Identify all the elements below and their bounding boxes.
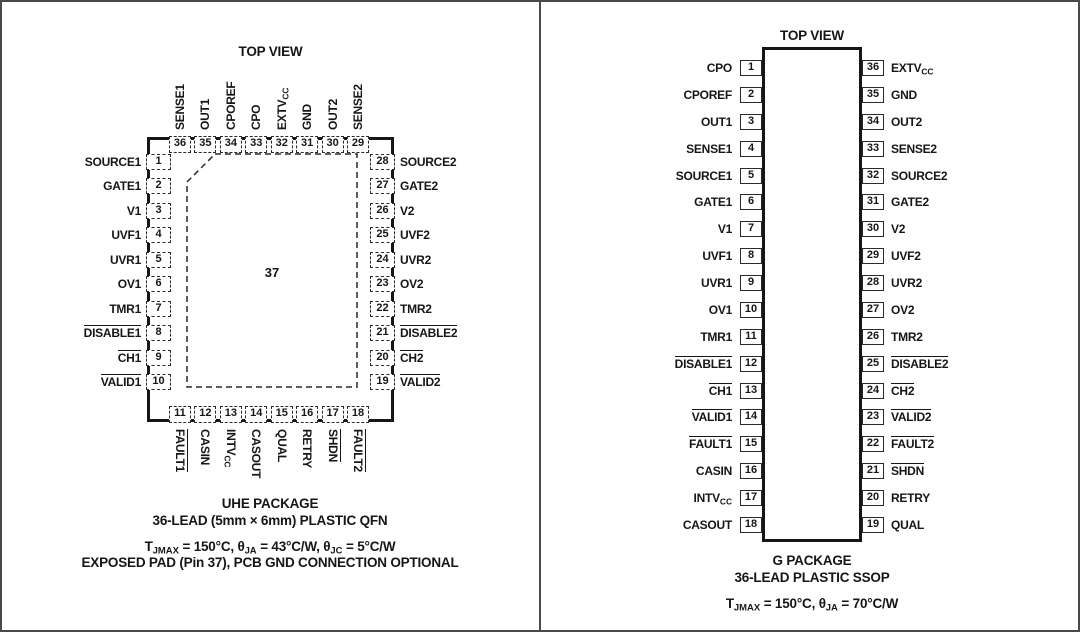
ssop-pin-16-label [582, 463, 732, 479]
pin-label-text: SENSE1 [686, 141, 732, 156]
pin-label-text: CH1 [117, 350, 141, 365]
pin-label-text: CPOREF [683, 87, 732, 102]
qfn-pin-19-label [400, 374, 510, 390]
qfn-pin-18-label [350, 429, 366, 509]
qfn-pin-28-label [400, 154, 510, 170]
qfn-pin-3-label [41, 203, 141, 219]
qfn-pin-26-label [400, 203, 510, 219]
ssop-package-name: G PACKAGE [772, 553, 852, 568]
qfn-pin-5-box: 5 [146, 252, 171, 268]
pin-label-text: TMR1 [700, 329, 732, 344]
ssop-pin-3-box: 3 [740, 114, 762, 130]
qfn-pin-10-label [41, 374, 141, 390]
qfn-pin-20-box: 20 [370, 350, 395, 366]
pin-label-text: FAULT2 [891, 437, 934, 452]
pin-label-text: UVF1 [702, 249, 732, 264]
pin-label-text: OUT2 [891, 114, 923, 129]
ssop-pin-6-box: 6 [740, 194, 762, 210]
pin-label-text: CH1 [708, 383, 732, 398]
pin-label-text: $INTV_{CC}$ [693, 491, 732, 507]
qfn-pin-19-box: 19 [370, 374, 395, 390]
qfn-pin-12-box: 12 [194, 406, 216, 423]
pin-label-text: SENSE2 [351, 84, 365, 130]
qfn-pin-4-label [41, 227, 141, 243]
pin-label-text: UVR2 [891, 276, 923, 291]
ssop-pin-36-label [891, 60, 1041, 76]
pin-label-text: TMR2 [891, 329, 923, 344]
qfn-pin-14-label [248, 429, 264, 509]
ssop-package-body [762, 47, 862, 542]
qfn-pin-35-box: 35 [194, 136, 216, 153]
pin-label-text: UVF2 [400, 228, 430, 243]
ssop-pin-4-label [582, 141, 732, 157]
qfn-top-view-label: TOP VIEW [238, 44, 303, 59]
qfn-pin-24-box: 24 [370, 252, 395, 268]
pin-label-text: CPO [706, 61, 732, 75]
pin-label-text: OV1 [117, 277, 141, 292]
pin-label-text: SENSE2 [891, 141, 937, 156]
ssop-pin-32-label [891, 168, 1041, 184]
pin-label-text: RETRY [300, 429, 315, 468]
ssop-pin-28-box: 28 [862, 275, 884, 291]
ssop-thermal-data: $T_{JMAX} = 150^\circ C$, $\theta_{JA} = 70^\circ C/W$ [725, 596, 899, 614]
pin-label-text: SENSE1 [173, 84, 187, 130]
pin-label-text: OUT2 [325, 98, 340, 130]
ssop-pin-17-label [582, 490, 732, 506]
pin-label-text: SOURCE1 [675, 168, 732, 183]
ssop-pin-6-label [582, 194, 732, 210]
qfn-pin-14-box: 14 [245, 406, 267, 423]
pin-label-text: SOURCE1 [84, 155, 141, 169]
pin-label-text: $INTV_{CC}$ [222, 429, 238, 468]
pin-label-text: CASOUT [249, 429, 264, 479]
pin-label-text: $EXTV_{CC}$ [274, 87, 291, 130]
qfn-pin-5-label [41, 252, 141, 268]
qfn-exposed-pad-number: 37 [264, 265, 280, 280]
ssop-pin-9-box: 9 [740, 275, 762, 291]
ssop-pin-15-label [582, 436, 732, 452]
qfn-pin-35-label [197, 50, 213, 130]
ssop-pin-12-label [582, 356, 732, 372]
ssop-pin-11-label [582, 329, 732, 345]
ssop-pin-34-box: 34 [862, 114, 884, 130]
qfn-pin-2-box: 2 [146, 178, 171, 194]
ssop-pin-22-label [891, 436, 1041, 452]
qfn-pin-8-box: 8 [146, 325, 171, 341]
panel-divider [539, 2, 541, 630]
qfn-pin-11-box: 11 [169, 406, 191, 423]
qfn-pin-21-box: 21 [370, 325, 395, 341]
qfn-pin-16-label [299, 429, 315, 509]
ssop-pin-5-box: 5 [740, 168, 762, 184]
ssop-pin-8-box: 8 [740, 248, 762, 264]
pin-label-text: UVR1 [700, 276, 732, 291]
pin-label-text: CASIN [198, 429, 213, 466]
ssop-pin-31-box: 31 [862, 194, 884, 210]
qfn-pin-4-box: 4 [146, 227, 171, 243]
qfn-pin-29-label [350, 50, 366, 130]
pin-label-text: DISABLE1 [674, 356, 732, 371]
pin-label-text: OV2 [891, 302, 915, 317]
ssop-pin-29-label [891, 248, 1041, 264]
qfn-pin-24-label [400, 252, 510, 268]
qfn-exposed-pad-note: EXPOSED PAD (Pin 37), PCB GND CONNECTION OPTIONAL [81, 555, 459, 570]
pin-label-text: GATE1 [694, 195, 732, 210]
pin-label-text: GND [891, 87, 917, 102]
pin-label-text: CH2 [891, 383, 915, 398]
ssop-pin-27-box: 27 [862, 302, 884, 318]
ssop-pin-23-label [891, 409, 1041, 425]
pin-label-text: OV1 [708, 302, 732, 317]
ssop-pin-26-label [891, 329, 1041, 345]
qfn-pin-2-label [41, 178, 141, 194]
qfn-pin-23-label [400, 276, 510, 292]
qfn-pin-32-box: 32 [271, 136, 293, 153]
ssop-pin-17-box: 17 [740, 490, 762, 506]
pin-label-text: FAULT2 [351, 429, 365, 472]
ssop-pin-18-label [582, 517, 732, 533]
ssop-pin-25-box: 25 [862, 356, 884, 372]
qfn-pin-27-label [400, 178, 510, 194]
pin-label-text: CH2 [400, 350, 424, 365]
pin-label-text: UVF1 [111, 228, 141, 243]
qfn-pin-34-box: 34 [220, 136, 242, 153]
qfn-pin-36-box: 36 [169, 136, 191, 153]
qfn-pin-16-box: 16 [296, 406, 318, 423]
qfn-pin-10-box: 10 [146, 374, 171, 390]
ssop-pin-2-label [582, 87, 732, 103]
ssop-pin-1-box: 1 [740, 60, 762, 76]
qfn-pin-25-label [400, 227, 510, 243]
pin-label-text: GATE2 [891, 195, 929, 210]
qfn-pin-29-box: 29 [347, 136, 369, 153]
qfn-pin-8-label [41, 325, 141, 341]
ssop-pin-16-box: 16 [740, 463, 762, 479]
qfn-pin-31-label [299, 50, 315, 130]
qfn-pin-31-box: 31 [296, 136, 318, 153]
pin-label-text: OUT1 [198, 98, 213, 130]
ssop-pin-5-label [582, 168, 732, 184]
qfn-pin-23-box: 23 [370, 276, 395, 292]
pin-label-text: SOURCE2 [400, 155, 457, 169]
ssop-pin-9-label [582, 275, 732, 291]
qfn-pin-7-label [41, 301, 141, 317]
qfn-pin-30-box: 30 [322, 136, 344, 153]
pin-label-text: V2 [400, 203, 415, 218]
qfn-package-name: UHE PACKAGE [221, 496, 319, 511]
pin-label-text: GATE1 [103, 179, 141, 194]
qfn-pin-6-box: 6 [146, 276, 171, 292]
pin-label-text: VALID2 [400, 374, 441, 389]
pin-label-text: RETRY [891, 491, 930, 506]
qfn-pin-13-box: 13 [220, 406, 242, 423]
qfn-pin-13-label [223, 429, 239, 509]
ssop-pin-26-box: 26 [862, 329, 884, 345]
ssop-pin-11-box: 11 [740, 329, 762, 345]
qfn-pin-33-box: 33 [245, 136, 267, 153]
qfn-pin-34-label [223, 50, 239, 130]
pin-label-text: $EXTV_{CC}$ [891, 61, 934, 77]
qfn-pin-11-label [172, 429, 188, 509]
ssop-pin-20-box: 20 [862, 490, 884, 506]
pin-label-text: UVR1 [109, 252, 141, 267]
ssop-pin-23-box: 23 [862, 409, 884, 425]
qfn-pin-15-box: 15 [271, 406, 293, 423]
ssop-pin-24-label [891, 383, 1041, 399]
pin-label-text: OUT1 [700, 114, 732, 129]
ssop-pin-8-label [582, 248, 732, 264]
qfn-pin-32-label [274, 50, 290, 130]
pin-label-text: SOURCE2 [891, 168, 948, 183]
ssop-pin-29-box: 29 [862, 248, 884, 264]
pin-label-text: CPO [249, 104, 264, 130]
ssop-pin-21-box: 21 [862, 463, 884, 479]
pin-label-text: UVF2 [891, 249, 921, 264]
pin-label-text: FAULT1 [173, 429, 187, 472]
pin-label-text: GND [300, 104, 315, 130]
qfn-pin-12-label [197, 429, 213, 509]
ssop-pin-12-box: 12 [740, 356, 762, 372]
qfn-pin-15-label [274, 429, 290, 509]
qfn-pin-18-box: 18 [347, 406, 369, 423]
pin-label-text: TMR2 [400, 301, 432, 316]
pin-label-text: VALID2 [891, 410, 932, 425]
ssop-pin-28-label [891, 275, 1041, 291]
ssop-pin-27-label [891, 302, 1041, 318]
ssop-pin-33-label [891, 141, 1041, 157]
pin-label-text: SHDN [325, 429, 340, 463]
pin-label-text: V1 [126, 203, 141, 218]
pin-label-text: VALID1 [691, 410, 732, 425]
qfn-pin-36-label [172, 50, 188, 130]
ssop-pin-20-label [891, 490, 1041, 506]
ssop-top-view-label: TOP VIEW [780, 28, 844, 43]
ssop-pin-33-box: 33 [862, 141, 884, 157]
ssop-pin-7-box: 7 [740, 221, 762, 237]
qfn-pin-9-label [41, 350, 141, 366]
qfn-pin-28-box: 28 [370, 154, 395, 170]
qfn-thermal-data: $T_{JMAX} = 150^\circ C$, $\theta_{JA} = 43^\circ C/W$, $\theta_{JC} = 5^\circ C/W$ [144, 539, 396, 557]
qfn-pin-30-label [325, 50, 341, 130]
qfn-package-description: 36-LEAD (5mm × 6mm) PLASTIC QFN [152, 513, 388, 528]
ssop-pin-19-box: 19 [862, 517, 884, 533]
ssop-pin-21-label [891, 463, 1041, 479]
ssop-pin-10-box: 10 [740, 302, 762, 318]
ssop-pin-13-label [582, 383, 732, 399]
qfn-pin-1-label [41, 154, 141, 170]
ssop-package-description: 36-LEAD PLASTIC SSOP [734, 570, 890, 585]
ssop-pin-25-label [891, 356, 1041, 372]
qfn-pin-21-label [400, 325, 510, 341]
ssop-pin-31-label [891, 194, 1041, 210]
pin-label-text: V2 [891, 222, 906, 237]
pin-label-text: QUAL [891, 517, 924, 532]
pin-label-text: DISABLE2 [400, 326, 458, 341]
ssop-pin-22-box: 22 [862, 436, 884, 452]
ssop-pin-35-label [891, 87, 1041, 103]
pin-label-text: CPOREF [223, 81, 238, 130]
ssop-pin-36-box: 36 [862, 60, 884, 76]
ssop-pin-30-label [891, 221, 1041, 237]
ssop-pin-24-box: 24 [862, 383, 884, 399]
pin-label-text: TMR1 [109, 301, 141, 316]
ssop-pin-34-label [891, 114, 1041, 130]
pin-label-text: DISABLE1 [83, 326, 141, 341]
pin-label-text: V1 [717, 222, 732, 237]
pin-label-text: DISABLE2 [891, 356, 949, 371]
pin-label-text: QUAL [274, 429, 289, 462]
pin-label-text: CASOUT [682, 517, 732, 532]
ssop-pin-14-box: 14 [740, 409, 762, 425]
ssop-pin-4-box: 4 [740, 141, 762, 157]
qfn-pin-6-label [41, 276, 141, 292]
ssop-pin-3-label [582, 114, 732, 130]
ssop-pin-18-box: 18 [740, 517, 762, 533]
ssop-pin-13-box: 13 [740, 383, 762, 399]
qfn-pin-20-label [400, 350, 510, 366]
pin-label-text: GATE2 [400, 179, 438, 194]
qfn-pin-27-box: 27 [370, 178, 395, 194]
pin-label-text: FAULT1 [689, 437, 732, 452]
ssop-pin-30-box: 30 [862, 221, 884, 237]
qfn-pin-22-label [400, 301, 510, 317]
pin-label-text: OV2 [400, 277, 424, 292]
qfn-pin-17-box: 17 [322, 406, 344, 423]
ssop-pin-35-box: 35 [862, 87, 884, 103]
qfn-pin-3-box: 3 [146, 203, 171, 219]
qfn-pin-25-box: 25 [370, 227, 395, 243]
pin-label-text: SHDN [891, 464, 925, 479]
ssop-pin-1-label [582, 60, 732, 76]
qfn-pin-33-label [248, 50, 264, 130]
ssop-pin-2-box: 2 [740, 87, 762, 103]
ssop-pin-10-label [582, 302, 732, 318]
ssop-pin-7-label [582, 221, 732, 237]
qfn-pin-7-box: 7 [146, 301, 171, 317]
qfn-pin-9-box: 9 [146, 350, 171, 366]
qfn-pin-1-box: 1 [146, 154, 171, 170]
qfn-pin-17-label [325, 429, 341, 509]
pin-label-text: UVR2 [400, 252, 432, 267]
ssop-pin-19-label [891, 517, 1041, 533]
ssop-pin-14-label [582, 409, 732, 425]
qfn-pin-22-box: 22 [370, 301, 395, 317]
pin-label-text: CASIN [695, 464, 732, 479]
pin-label-text: VALID1 [100, 374, 141, 389]
ssop-pin-15-box: 15 [740, 436, 762, 452]
qfn-pin-26-box: 26 [370, 203, 395, 219]
ssop-pin-32-box: 32 [862, 168, 884, 184]
